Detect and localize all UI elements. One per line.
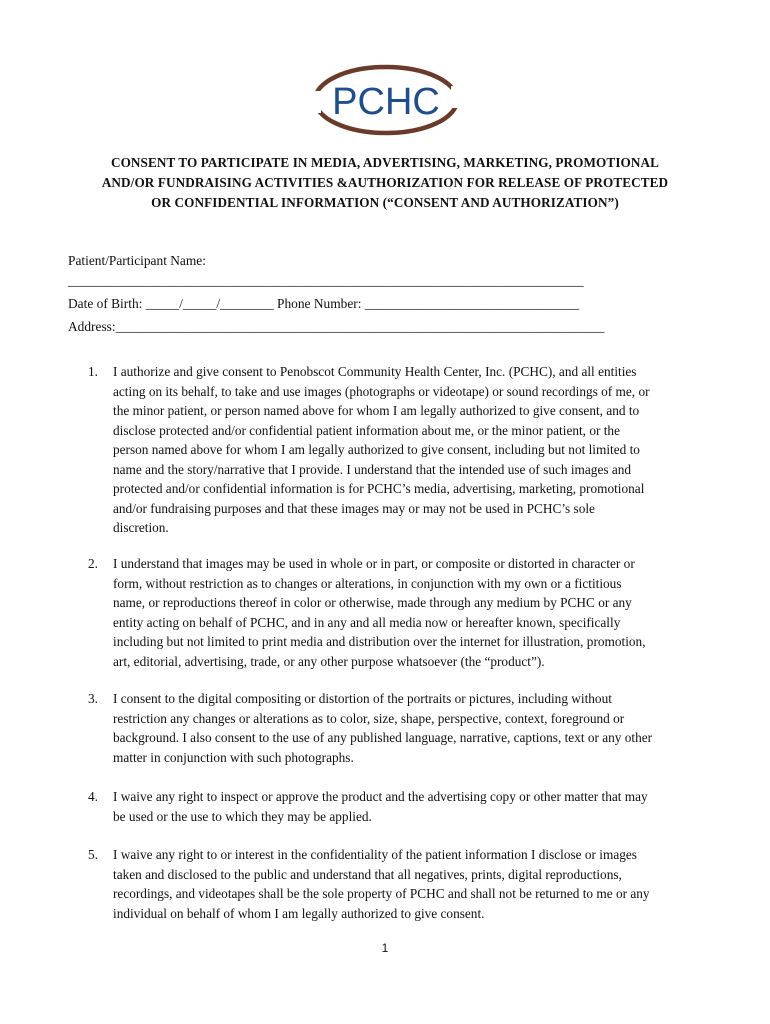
item-line: disclose protected and/or confidential patient information about me, or the minor patient, or the (113, 422, 620, 438)
logo-ring-gap-right (451, 86, 461, 108)
item-line: individual on behalf of whom I am legally authorized to give consent. (113, 905, 485, 921)
item-line: form, without restriction as to changes or alterations, in conjunction with my own or a fictitious (113, 575, 622, 591)
item-number: 1. (88, 364, 98, 379)
item-text (113, 787, 648, 826)
item-line: including but not limited to print media and distribution over the internet for illustration, promotion, (113, 634, 646, 649)
item-number: 5. (88, 847, 98, 862)
item-line: be used or the use to which they may be applied. (113, 808, 372, 824)
title-line: OR CONFIDENTIAL INFORMATION (“CONSENT AND AUTHORIZATION”) (151, 195, 619, 210)
item-text (113, 845, 650, 923)
item-line: I understand that images may be used in whole or in part, or composite or distorted in character or (113, 556, 635, 571)
item-line: name and the story/narrative that I provide. I understand that the intended use of such images and (113, 461, 632, 477)
patient-name-field[interactable]: _____________________________________________________________________________ (68, 273, 584, 288)
item-text (113, 362, 650, 538)
logo-text: PCHC (332, 81, 440, 123)
item-line: I consent to the digital compositing or distortion of the portraits or pictures, including without (113, 691, 612, 706)
dob-phone-field[interactable]: Date of Birth: _____/_____/________ Phone Number: ________________________________ (68, 296, 580, 311)
item-line: person named above for whom I am legally authorized to give consent, including but not limited to (113, 442, 640, 457)
address-field[interactable]: Address:_________________________________________________________________________ (68, 319, 605, 334)
patient-name-label: Patient/Participant Name: (68, 253, 206, 268)
document-title (40, 153, 730, 213)
title-line: CONSENT TO PARTICIPATE IN MEDIA, ADVERTISING, MARKETING, PROMOTIONAL (110, 155, 660, 170)
item-line: background. I also consent to the use of any published language, narrative, captions, text or any other (113, 730, 653, 745)
item-line: name, or reproductions thereof in color or otherwise, made through any medium by PCHC or any (113, 595, 632, 610)
item-line: the minor patient, or person named above for whom I am legally authorized to give consent, and to (113, 403, 640, 418)
item-number: 4. (88, 789, 98, 804)
item-line: protected and/or confidential information is for PCHC’s media, advertising, marketing, promotional (113, 481, 645, 496)
item-text (113, 689, 652, 767)
item-line: and/or fundraising purposes and that these images may or may not be used in PCHC’s sole (113, 500, 595, 516)
item-line: acting on its behalf, to take and use images (photographs or videotape) or sound recordings of me, or (113, 383, 650, 399)
item-number: 2. (88, 556, 98, 571)
item-line: I authorize and give consent to Penobscot Community Health Center, Inc. (PCHC), and all entities (113, 364, 637, 379)
item-line: matter in conjunction with such photographs. (113, 749, 354, 765)
title-line: AND/OR FUNDRAISING ACTIVITIES &AUTHORIZATION FOR RELEASE OF PROTECTED (101, 175, 669, 190)
item-line: recordings, and videotapes shall be the sole property of PCHC and shall not be returned to me or any (113, 886, 650, 901)
item-line: discretion. (113, 520, 169, 535)
page-number: 1 (381, 941, 389, 955)
item-line: I waive any right to or interest in the confidentiality of the patient information I disclose or images (113, 847, 637, 862)
logo-ring-gap-left (311, 91, 321, 113)
item-line: I waive any right to inspect or approve the product and the advertising copy or other matter that may (113, 789, 648, 804)
pchc-logo-graphic (311, 64, 461, 136)
item-line: art, editorial, advertising, trade, or any other purpose whatsoever (the “product”). (113, 653, 545, 669)
item-number: 3. (88, 691, 98, 706)
item-text (113, 554, 646, 671)
item-line: restriction any changes or alterations as to color, size, shape, perspective, context, foreground or (113, 710, 625, 726)
item-line: entity acting on behalf of PCHC, and in any and all media now or hereafter known, specifically (113, 614, 621, 630)
pchc-logo (311, 64, 461, 136)
item-line: taken and disclosed to the public and understand that all negatives, prints, digital reproductions, (113, 866, 622, 882)
